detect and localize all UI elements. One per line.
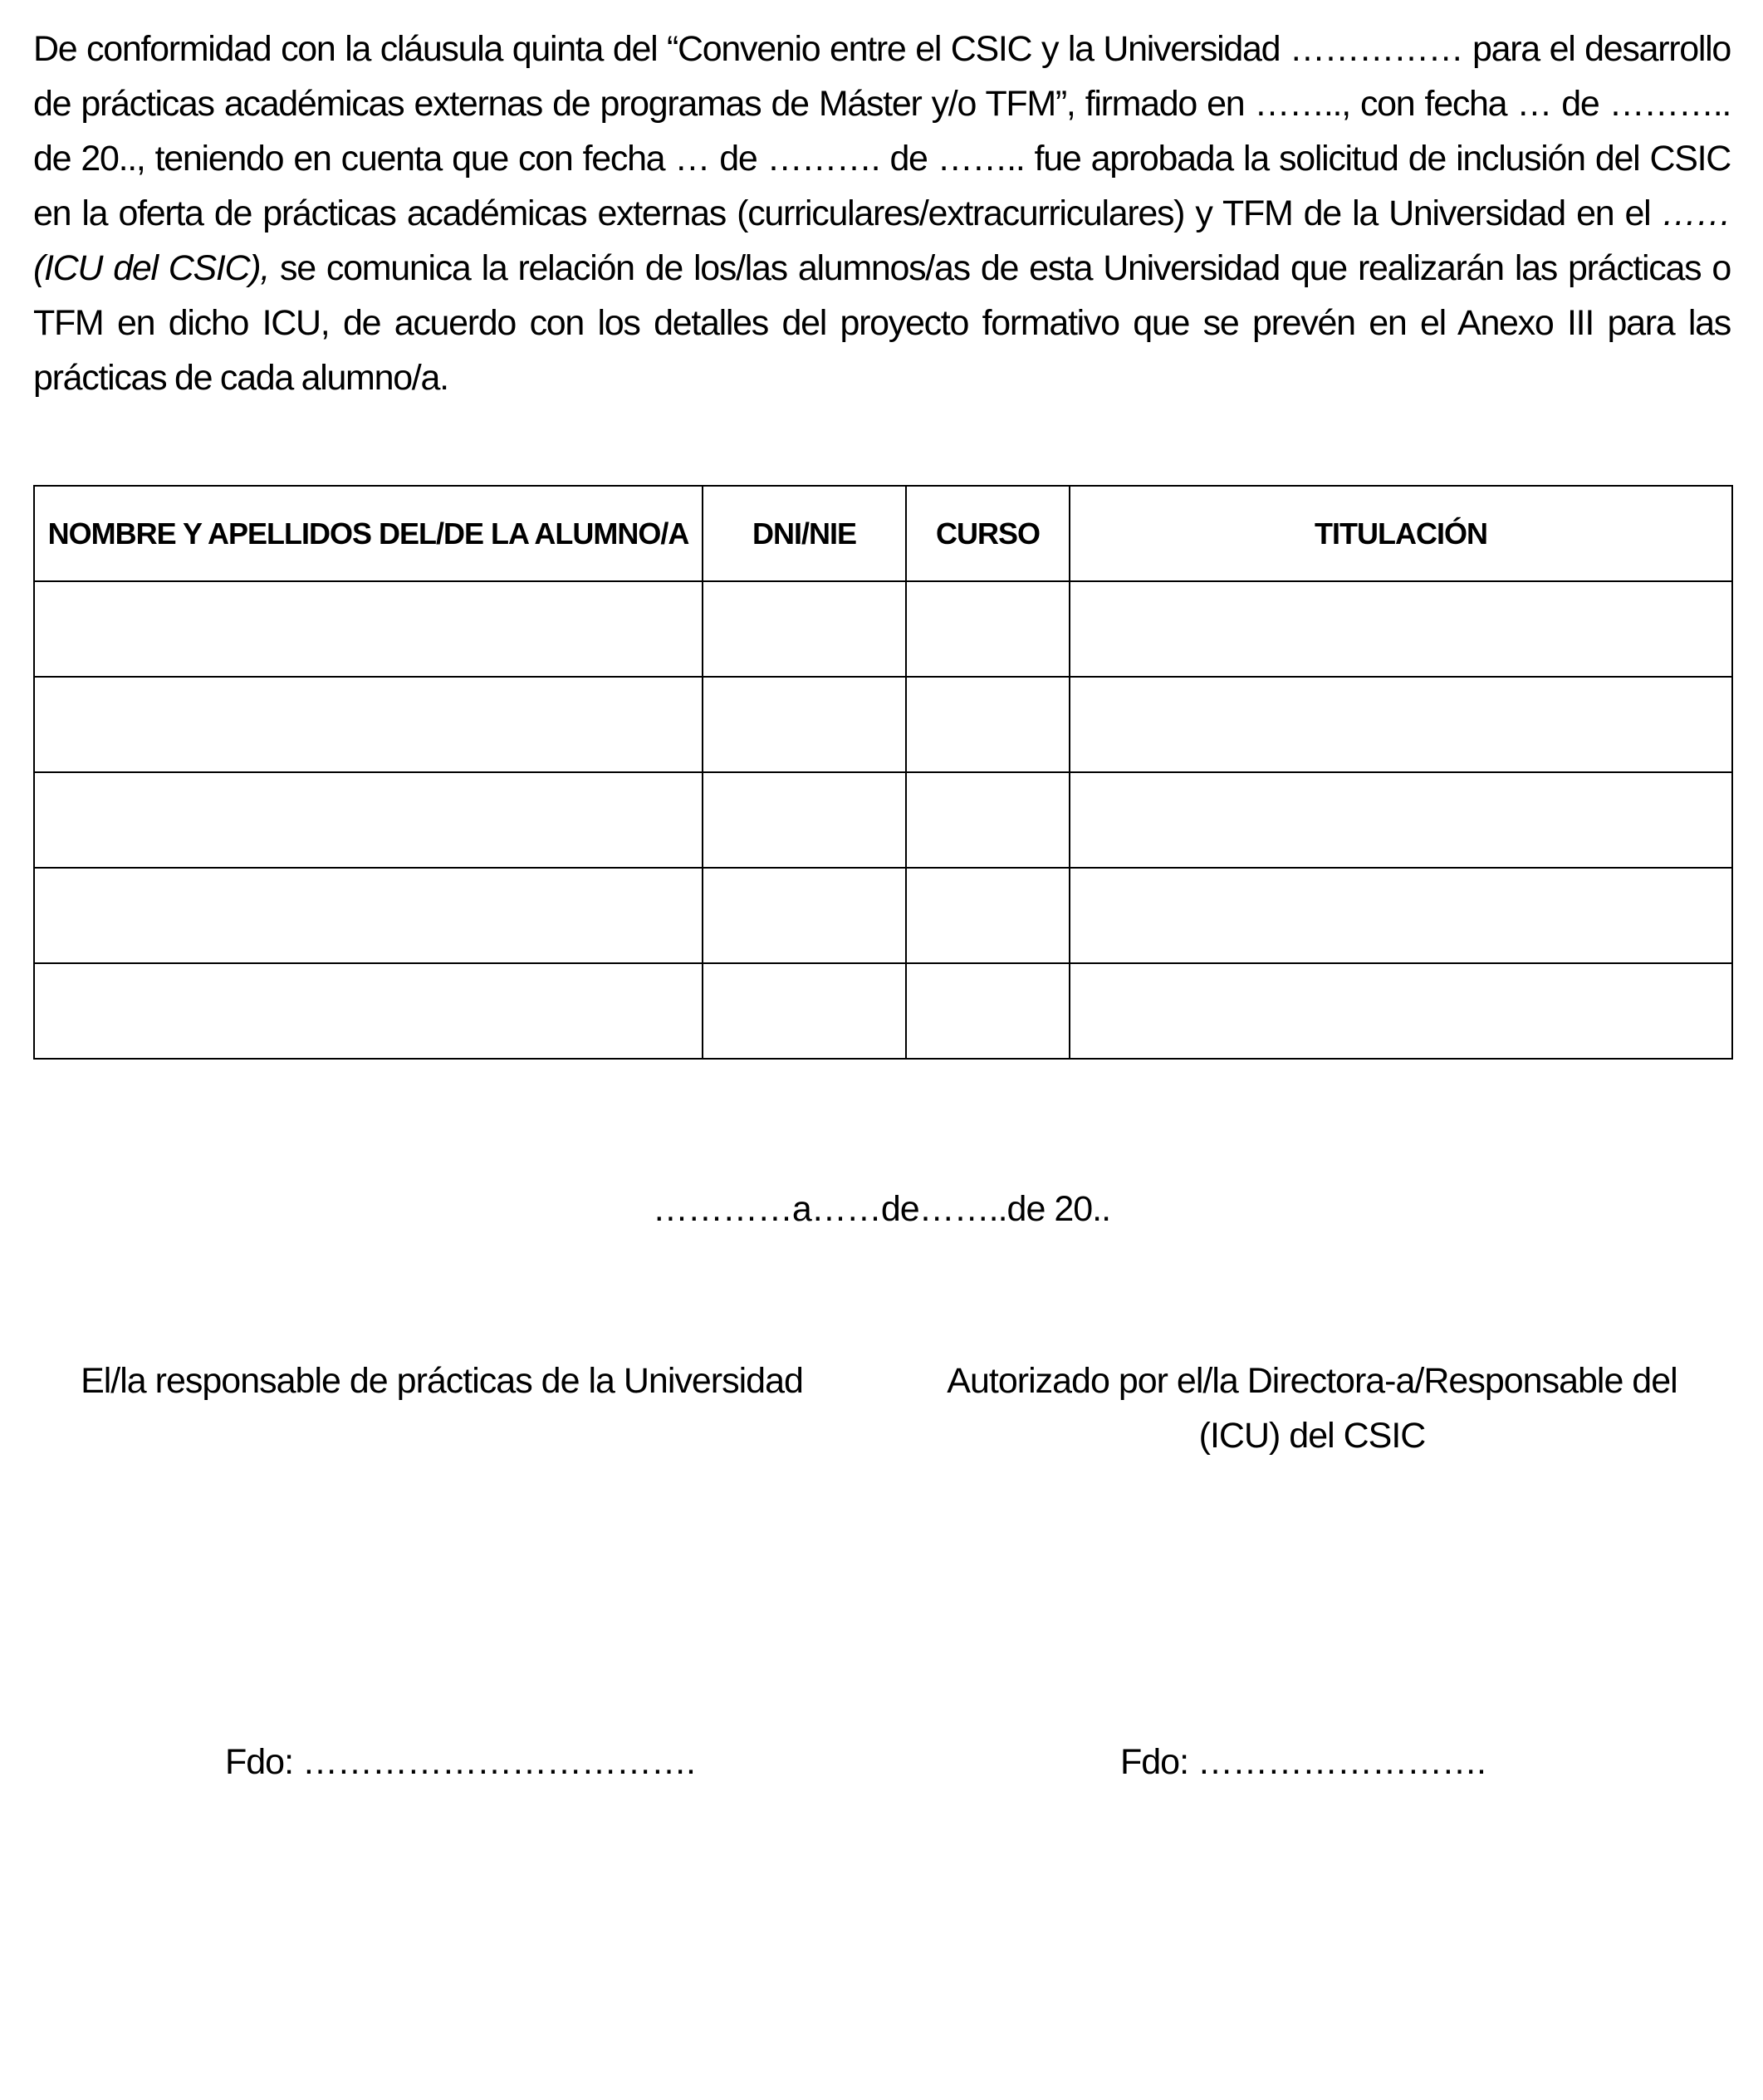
place-date-line: …………a……de……..de 20.. [652, 1189, 1111, 1229]
university-signer-title: El/la responsable de prácticas de la Universidad [81, 1361, 803, 1401]
csic-signer-title-line1: Autorizado por el/la Directora-a/Responsable del [947, 1361, 1677, 1401]
cell-curso[interactable] [906, 581, 1070, 677]
table-row [34, 677, 1732, 772]
cell-dni[interactable] [703, 772, 906, 868]
cell-dni[interactable] [703, 677, 906, 772]
cell-curso[interactable] [906, 963, 1070, 1059]
cell-titulacion[interactable] [1070, 868, 1732, 963]
cell-nombre[interactable] [34, 772, 703, 868]
header-nombre: NOMBRE Y APELLIDOS DEL/DE LA ALUMNO/A [34, 486, 703, 581]
intro-text-icu: ……(ICU del CSIC), [33, 193, 1731, 288]
intro-text-part1: De conformidad con la cláusula quinta del “Convenio entre el CSIC y la Universidad …………… para el desarrollo de prácticas académicas externas de programas de Máster y/o TFM”, firmado en …….., con fecha … de ……….. de 20.., teniendo en cuenta que con fecha … de ………. de …….. fue aprobada la solicitud de inclusión del CSIC en la oferta de prácticas académicas externas (curriculares/extracurriculares) y TFM de la Universidad en el [33, 29, 1731, 233]
header-curso: CURSO [906, 486, 1070, 581]
cell-titulacion[interactable] [1070, 772, 1732, 868]
cell-titulacion[interactable] [1070, 963, 1732, 1059]
cell-curso[interactable] [906, 772, 1070, 868]
cell-titulacion[interactable] [1070, 677, 1732, 772]
table-header-row [34, 486, 1732, 581]
intro-paragraph [33, 22, 1731, 405]
cell-nombre[interactable] [34, 581, 703, 677]
table-row [34, 963, 1732, 1059]
cell-dni[interactable] [703, 581, 906, 677]
intro-text-part2: se comunica la relación de los/las alumnos/as de esta Universidad que realizarán las prácticas o TFM en dicho ICU, de acuerdo con los detalles del proyecto formativo que se prevén en el Anexo III para las prácticas de cada alumno/a. [33, 248, 1731, 398]
cell-curso[interactable] [906, 677, 1070, 772]
cell-curso[interactable] [906, 868, 1070, 963]
cell-nombre[interactable] [34, 868, 703, 963]
university-signature-line: Fdo: ……………………………. [225, 1742, 695, 1782]
csic-signature-line: Fdo: ……………………. [1120, 1742, 1486, 1782]
cell-titulacion[interactable] [1070, 581, 1732, 677]
cell-dni[interactable] [703, 868, 906, 963]
csic-signer-title [930, 1353, 1694, 1463]
students-table [33, 485, 1733, 1060]
header-titulacion: TITULACIÓN [1070, 486, 1732, 581]
cell-nombre[interactable] [34, 963, 703, 1059]
csic-signer-title-line2: (ICU) del CSIC [1198, 1416, 1426, 1456]
table-row [34, 868, 1732, 963]
cell-nombre[interactable] [34, 677, 703, 772]
header-dni: DNI/NIE [703, 486, 906, 581]
table-row [34, 772, 1732, 868]
cell-dni[interactable] [703, 963, 906, 1059]
table-row [34, 581, 1732, 677]
